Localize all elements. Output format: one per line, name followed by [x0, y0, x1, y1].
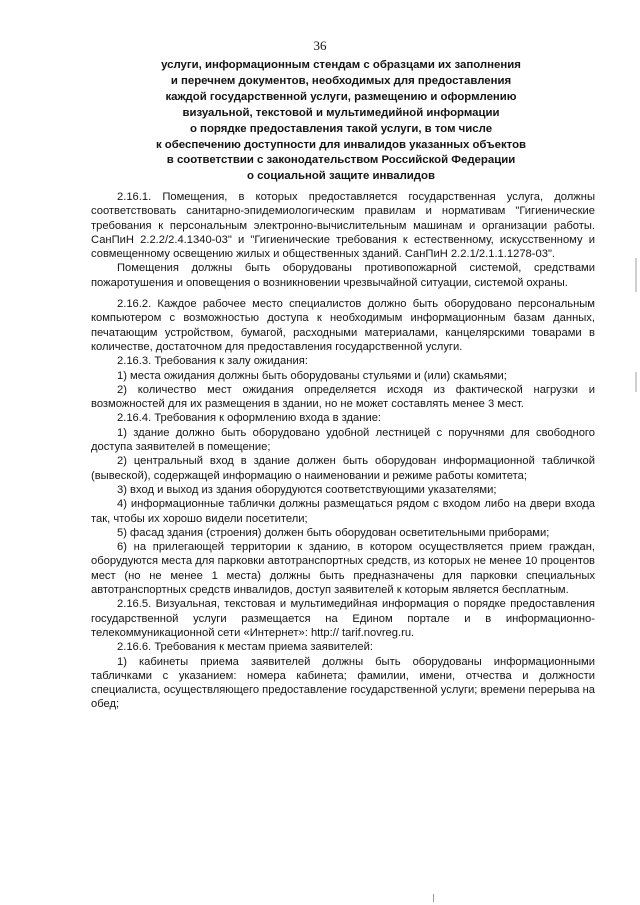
heading-line: каждой государственной услуги, размещению и оформлению	[165, 90, 517, 103]
heading-line: о порядке предоставления такой услуги, в том числе	[189, 122, 493, 135]
paragraph: Помещения должны быть оборудованы противопожарной системой, средствами пожаротушения и оповещения о возникновении чрезвычайной ситуации, системой охраны.	[91, 262, 595, 289]
paragraph-2-16-4: 2.16.4. Требования к оформлению входа в здание:	[117, 412, 382, 425]
scan-margin-mark	[635, 258, 637, 292]
paragraph-2-16-3: 2.16.3. Требования к залу ожидания:	[117, 355, 308, 368]
scan-margin-mark	[635, 372, 637, 392]
list-item: 3) вход и выход из здания оборудуются соответствующими указателями;	[117, 483, 497, 496]
heading-line: визуальной, текстовой и мультимедийной информации	[182, 106, 500, 119]
heading-line: услуги, информационным стендам с образцами их заполнения	[161, 59, 521, 71]
heading-line: в соответствии с законодательством Российской Федерации	[166, 154, 516, 167]
list-item: 1) места ожидания должны быть оборудованы стульями и (или) скамьями;	[117, 369, 507, 382]
list-item: 1) кабинеты приема заявителей должны быть оборудованы информационными табличками с указанием: номера кабинета; фамилии, имени, отчества и должности специалиста, осуществляющего предоставление государственной услуги; времени перерыва на обед;	[91, 655, 595, 711]
paragraph-2-16-1: 2.16.1. Помещения, в которых предоставляется государственная услуга, должны соответствовать санитарно-эпидемиологическим правилам и нормативам "Гигиенические требования к персональным электронно-вычислительным машинам и организации работы. СанПиН 2.2.2/2.4.1340-03" и "Гигиенические требования к естественному, искусственному и совмещенному освещению жилых и общественных зданий. СанПиН 2.2.1/2.1.1.1278-03".	[91, 191, 595, 261]
list-item: 1) здание должно быть оборудовано удобной лестницей с поручнями для свободного доступа заявителей в помещение;	[91, 426, 595, 454]
heading-line: о социальной защите инвалидов	[246, 170, 436, 183]
scan-bottom-mark	[433, 894, 434, 902]
page-number: 36	[313, 38, 327, 53]
list-item: 6) на прилегающей территории к зданию, в котором осуществляется прием граждан, оборудуются места для парковки автотранспортных средств, из которых не менее 10 процентов мест (но не менее 1 места) должны быть предназначены для парковки специальных автотранспортных средств инвалидов, доступ заявителей к которым является бесплатным.	[91, 541, 595, 597]
list-item: 2) центральный вход в здание должен быть оборудован информационной табличкой (вывеской), содержащей информацию о наименовании и режиме работы комитета;	[91, 455, 595, 482]
section-heading	[96, 58, 586, 185]
list-item: 5) фасад здания (строения) должен быть оборудован осветительными приборами;	[117, 526, 550, 539]
body-text	[91, 190, 595, 712]
paragraph-2-16-6: 2.16.6. Требования к местам приема заявителей:	[117, 641, 373, 654]
list-item: 2) количество мест ожидания определяется исходя из фактической нагрузки и возможностей для их размещения в здании, но не может составлять менее 3 мест.	[91, 383, 595, 411]
list-item: 4) информационные таблички должны размещаться рядом с входом либо на двери входа так, чтобы их хорошо видели посетители;	[91, 498, 595, 525]
paragraph-2-16-5: 2.16.5. Визуальная, текстовая и мультимедийная информация о порядке предоставления государственной услуги размещается на Едином портале и в информационно-телекоммуникационной сети «Интернет»: http:// tarif.novreg.ru.	[91, 598, 595, 639]
heading-line: и перечнем документов, необходимых для предоставления	[170, 74, 512, 87]
paragraph-2-16-2: 2.16.2. Каждое рабочее место специалистов должно быть оборудовано персональным компьютером с возможностью доступа к необходимым информационным базам данных, печатающим устройством, бумагой, расходными материалами, канцелярскими товарами в количестве, достаточном для предоставления государственной услуги.	[91, 298, 595, 353]
heading-line: к обеспечению доступности для инвалидов указанных объектов	[155, 138, 527, 151]
